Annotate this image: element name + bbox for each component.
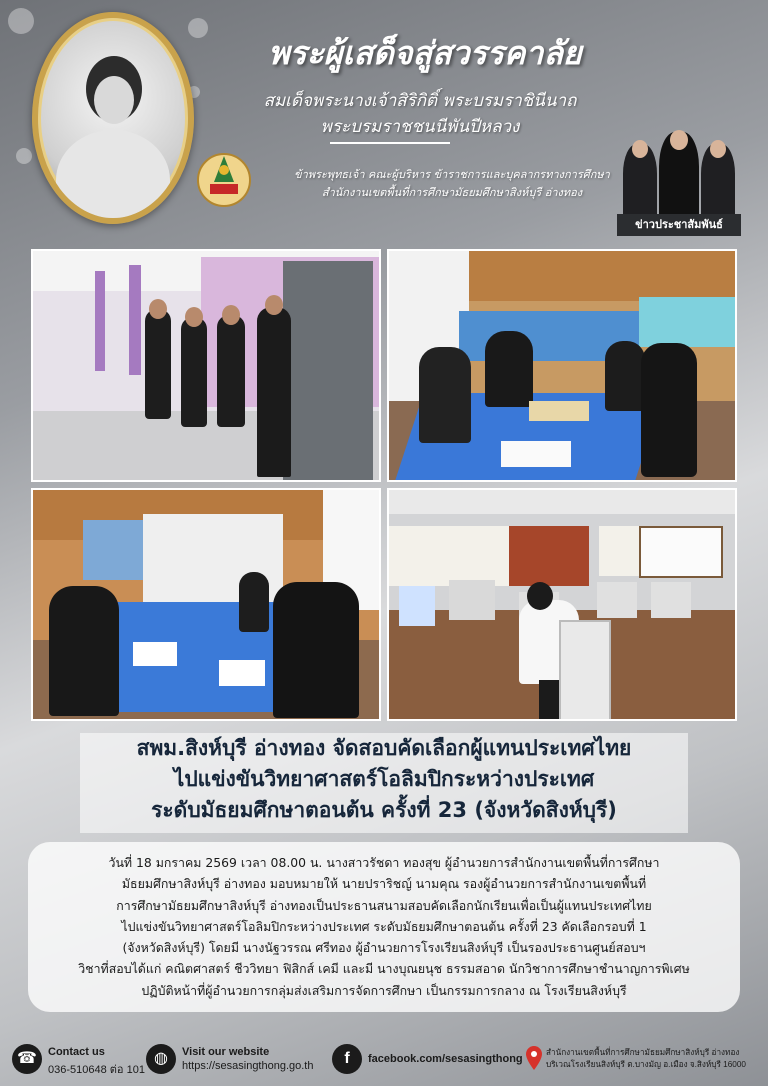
bokeh-decoration	[8, 8, 34, 34]
body-line: (จังหวัดสิงห์บุรี) โดยมี นางนัฐวรรณ ศรีทอง ผู้อำนวยการโรงเรียนสิงห์บุรี เป็นรองประธานศูนย์สอบฯ	[122, 940, 646, 956]
condolence-text	[262, 166, 642, 202]
facebook-link[interactable]	[332, 1044, 523, 1078]
contact-phone: 036-510648 ต่อ 101	[48, 1064, 145, 1076]
subtitle-line: สมเด็จพระนางเจ้าสิริกิติ์ พระบรมราชินีนาถ	[263, 91, 577, 111]
body-line: การศึกษามัธยมศึกษาสิงห์บุรี อ่างทองเป็นประธานสนามสอบคัดเลือกนักเรียนเพื่อเป็นผู้แทนประเทศไทย	[116, 897, 652, 913]
headline-line: ระดับมัธยมศึกษาตอนต้น ครั้งที่ 23 (จังหวัดสิงห์บุรี)	[151, 798, 617, 822]
headline-line: สพม.สิงห์บุรี อ่างทอง จัดสอบคัดเลือกผู้แทนประเทศไทย	[136, 736, 632, 760]
website-url: https://sesasingthong.go.th	[182, 1060, 314, 1072]
photo-exam-room	[387, 488, 737, 721]
news-body	[28, 842, 740, 1012]
team-face	[632, 140, 648, 158]
facebook-url: facebook.com/sesasingthong	[368, 1053, 523, 1065]
bokeh-decoration	[16, 148, 32, 164]
body-line: ไปแข่งขันวิทยาศาสตร์โอลิมปิกระหว่างประเทศ ระดับมัธยมศึกษาตอนต้น ครั้งที่ 23 คัดเลือกรอบที่ 1	[121, 918, 647, 934]
mourning-title: พระผู้เสด็จสู่สวรรคาลัย	[268, 34, 582, 72]
address-text	[546, 1047, 746, 1071]
executive-team-photo	[617, 128, 741, 218]
address-line: สำนักงานเขตพื้นที่การศึกษามัธยมศึกษาสิงห์บุรี อ่างทอง	[546, 1048, 740, 1057]
website-link[interactable]	[146, 1044, 326, 1078]
address-line: บริเวณโรงเรียนสิงห์บุรี ต.บางมัญ อ.เมือง จ.สิงห์บุรี 16000	[546, 1060, 746, 1069]
footer-bar	[0, 1036, 768, 1086]
portrait-body	[56, 130, 170, 224]
globe-icon: ◍	[146, 1044, 176, 1074]
office-emblem-icon	[196, 148, 252, 208]
subtitle-line: พระบรมราชชนนีพันปีหลวง	[320, 117, 520, 137]
portrait-face	[94, 76, 134, 124]
news-caption-badge: ข่าวประชาสัมพันธ์	[617, 214, 741, 236]
address-info	[526, 1044, 762, 1078]
contact-info[interactable]	[12, 1044, 152, 1078]
photo-exam-staff	[31, 488, 381, 721]
facebook-icon: f	[332, 1044, 362, 1074]
mourning-subtitle	[220, 88, 620, 140]
body-line: ปฏิบัติหน้าที่ผู้อำนวยการกลุ่มส่งเสริมการจัดการศึกษา เป็นกรรมการกลาง ณ โรงเรียนสิงห์บุรี	[141, 982, 627, 998]
news-headline	[80, 733, 688, 833]
phone-icon: ☎	[12, 1044, 42, 1074]
map-pin-icon	[526, 1046, 542, 1070]
condolence-line: ข้าพระพุทธเจ้า คณะผู้บริหาร ข้าราชการและบุคลากรทางการศึกษา	[294, 168, 610, 181]
photo-hallway-group	[31, 249, 381, 482]
body-line: วิชาที่สอบได้แก่ คณิตศาสตร์ ชีววิทยา ฟิสิกส์ เคมี และมี นางบุณยนุช ธรรมสอาด นักวิชาการศึกษาชำนาญการพิเศษ	[78, 961, 690, 977]
condolence-line: สำนักงานเขตพื้นที่การศึกษามัธยมศึกษาสิงห์บุรี อ่างทอง	[321, 186, 583, 199]
body-line: มัธยมศึกษาสิงห์บุรี อ่างทอง มอบหมายให้ นายปราริชญ์ นามคุณ รองผู้อำนวยการสำนักงานเขตพื้นที่	[121, 876, 647, 892]
website-label: Visit our website	[182, 1046, 270, 1058]
royal-portrait-frame	[32, 12, 194, 224]
body-line: วันที่ 18 มกราคม 2569 เวลา 08.00 น. นางสาวรัชดา ทองสุข ผู้อำนวยการสำนักงานเขตพื้นที่การศึกษา	[108, 855, 660, 870]
contact-label: Contact us	[48, 1046, 105, 1058]
ornament-divider	[330, 142, 450, 144]
headline-line: ไปแข่งขันวิทยาศาสตร์โอลิมปิกระหว่างประเทศ	[173, 767, 595, 791]
team-face	[710, 140, 726, 158]
photo-committee-table	[387, 249, 737, 482]
team-face	[670, 130, 688, 150]
